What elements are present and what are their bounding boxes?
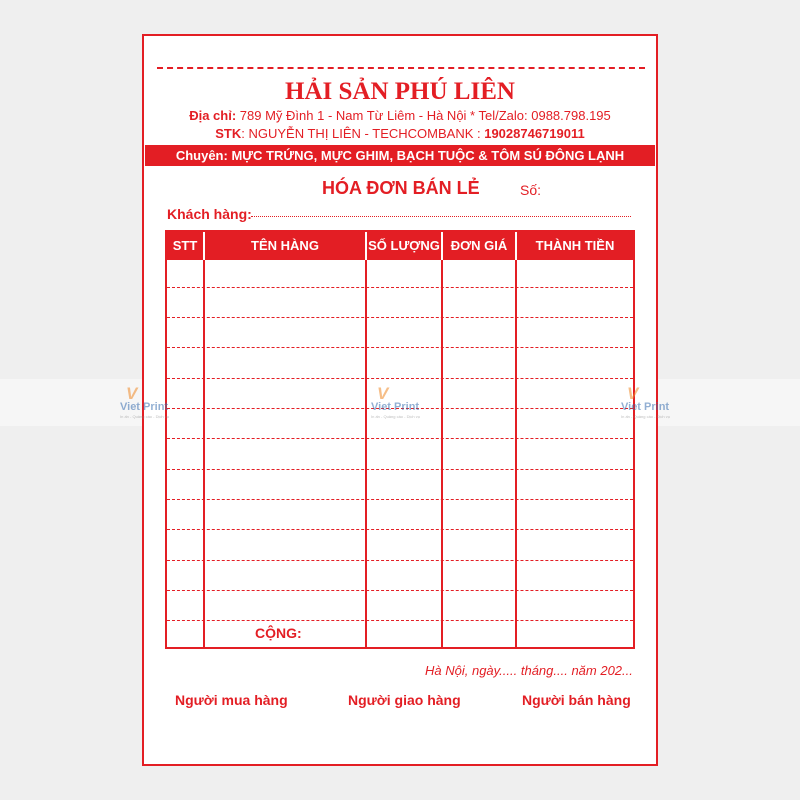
invoice-title: HÓA ĐƠN BÁN LẺ: [322, 178, 480, 198]
row-separator: [167, 560, 633, 561]
row-separator: [167, 347, 633, 348]
deliverer-signature-label: Người giao hàng: [348, 692, 461, 708]
v-mark-icon: V: [377, 384, 389, 403]
bank-label: STK: [215, 126, 242, 141]
customer-fill-line: [251, 216, 631, 217]
row-separator: [167, 317, 633, 318]
table-header: [167, 232, 633, 260]
v-mark-icon: V: [126, 384, 138, 403]
watermark-tagline: In ấn - Quảng cáo - Dịch vụ: [120, 414, 169, 419]
header-divider: [515, 232, 517, 260]
buyer-signature-label: Người mua hàng: [175, 692, 288, 708]
row-separator: [167, 620, 633, 621]
row-separator: [167, 469, 633, 470]
row-separator: [167, 590, 633, 591]
header-divider: [203, 232, 205, 260]
specialty-banner: Chuyên: MỰC TRỨNG, MỰC GHIM, BẠCH TUỘC & TÔM SÚ ĐÔNG LẠNH: [145, 145, 655, 166]
address-label: Địa chỉ:: [189, 108, 237, 123]
watermark-brand: Viet Print: [371, 401, 420, 413]
customer-label: Khách hàng:: [167, 206, 252, 222]
header-divider: [365, 232, 367, 260]
column-header-stt: STT: [172, 238, 198, 253]
row-separator: [167, 438, 633, 439]
watermark-brand: Viet Print: [120, 401, 169, 413]
date-line: Hà Nội, ngày..... tháng.... năm 202...: [425, 663, 633, 678]
address-line: [142, 108, 658, 123]
column-header-quantity: SỐ LƯỢNG: [368, 238, 440, 253]
address-value: 789 Mỹ Đình 1 - Nam Từ Liêm - Hà Nội * Tel/Zalo: 0988.798.195: [236, 108, 611, 123]
column-header-item-name: TÊN HÀNG: [251, 238, 319, 253]
column-divider: [515, 232, 517, 647]
bank-line: [142, 126, 658, 141]
column-divider: [441, 232, 443, 647]
column-divider: [365, 232, 367, 647]
column-header-amount: THÀNH TIỀN: [535, 238, 615, 253]
row-separator: [167, 287, 633, 288]
v-mark-icon: V: [627, 384, 639, 403]
bank-value: : NGUYỄN THỊ LIÊN - TECHCOMBANK :: [241, 126, 485, 141]
watermark-tagline: In ấn - Quảng cáo - Dịch vụ: [371, 414, 420, 419]
column-divider: [203, 232, 205, 647]
row-separator: [167, 529, 633, 530]
shop-name: HẢI SẢN PHÚ LIÊN: [285, 78, 515, 105]
column-header-unit-price: ĐƠN GIÁ: [450, 238, 508, 253]
row-separator: [167, 378, 633, 379]
watermark-brand: Viet Print: [621, 401, 670, 413]
invoice-number-label: Số:: [520, 182, 542, 198]
watermark-tagline: In ấn - Quảng cáo - Dịch vụ: [621, 414, 670, 419]
watermark-logo: [621, 384, 681, 420]
watermark-logo: [371, 384, 431, 420]
header-divider: [441, 232, 443, 260]
seller-signature-label: Người bán hàng: [522, 692, 631, 708]
bank-number: 19028746719011: [484, 126, 585, 141]
row-separator: [167, 499, 633, 500]
watermark-logo: [120, 384, 180, 420]
total-label: CỘNG:: [255, 625, 302, 641]
items-table: [165, 230, 635, 649]
tear-off-line: [157, 67, 645, 69]
